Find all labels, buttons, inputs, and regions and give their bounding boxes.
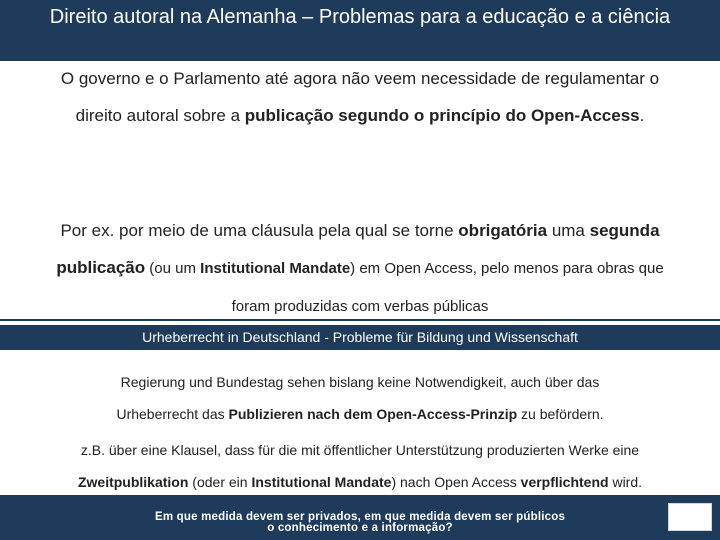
pt-paragraph-1 [0,60,720,134]
footer-logo-box [668,503,712,531]
slide-title: Direito autoral na Alemanha – Problemas para a educação e a ciência [49,6,671,28]
german-title-bar [0,325,720,350]
pt-p1-text-a: O governo e o Parlamento até agora não veem necessidade de regulamentar o direito autoral sobre a [60,69,660,125]
de-p2-bold-1: Zweitpublikation [77,474,189,490]
pt-paragraph-2 [0,212,720,325]
de-p1-text-a: Regierung und Bundestag sehen bislang keine Notwendigkeit, auch über das Urheberrecht das [116,374,600,422]
de-paragraph-1 [0,366,720,430]
footer-question: Em que medida devem ser privados, em que medida devem ser públicos o conhecimento e a informação? [154,511,566,534]
de-p1-bold: Publizieren nach dem Open-Access-Prinzip [228,406,518,422]
de-paragraph-2 [0,434,720,498]
pt-p2-text-c: uma [547,221,590,240]
pt-p2-text-e: (ou um [145,260,201,277]
de-p2-text-c: (oder ein [188,474,252,490]
de-p1-text-c: zu befördern. [517,406,604,422]
divider-top [0,319,720,321]
pt-p1-bold: publicação segundo o princípio do Open-Access [244,106,640,125]
de-p2-bold-3: verpflichtend [520,474,609,490]
de-p2-bold-2: Institutional Mandate [251,474,392,490]
german-title: Urheberrecht in Deutschland - Probleme für Bildung und Wissenschaft [142,329,578,345]
pt-p2-text-g: ) em Open Access, pelo menos para obras que foram produzidas com verbas públicas [231,260,664,315]
pt-p1-text-c: . [639,106,645,125]
pt-p2-bold-3: Institutional Mandate [200,260,351,277]
pt-p2-bold-2: segunda publicação [56,221,660,277]
pt-p2-bold-1: obrigatória [458,221,548,240]
footer-bar [0,495,720,540]
title-bar [0,0,720,61]
pt-p2-text-a: Por ex. por meio de uma cláusula pela qual se torne [60,221,459,240]
de-p2-text-e: ) nach Open Access [391,474,521,490]
de-p2-text-g: wird. [608,474,643,490]
de-p2-text-a: z.B. über eine Klausel, dass für die mit öffentlicher Unterstützung produzierten Werke eine [80,442,640,458]
